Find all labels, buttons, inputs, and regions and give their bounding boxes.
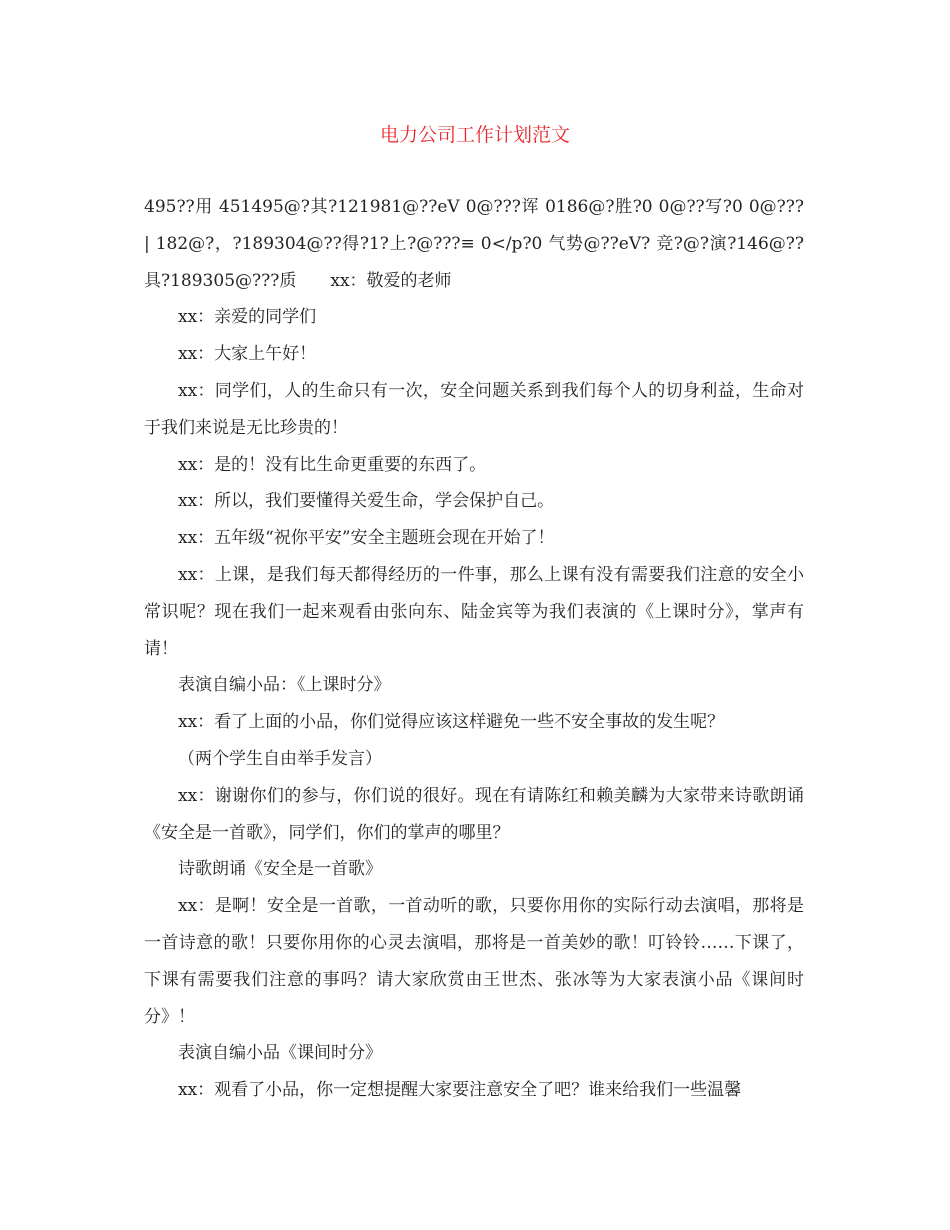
paragraph: （两个学生自由举手发言） — [178, 748, 382, 769]
paragraph: 表演自编小品：《上课时分》 — [178, 675, 391, 696]
paragraph: xx：同学们，人的生命只有一次，安全问题关系到我们每个人的切身利益，生命对于我们来说是无比珍贵的！ — [144, 380, 804, 438]
greeting-teacher: xx：敬爱的老师 — [330, 270, 452, 291]
document-body — [144, 189, 804, 1109]
paragraph: xx：大家上午好！ — [178, 344, 317, 365]
paragraph: xx：是的！没有比生命更重要的东西了。 — [178, 454, 487, 475]
paragraph: xx：所以，我们要懂得关爱生命，学会保护自己。 — [178, 491, 555, 512]
paragraph: xx：谢谢你们的参与，你们说的很好。现在有请陈红和赖美麟为大家带来诗歌朗诵《安全是一首歌》，同学们，你们的掌声的哪里？ — [144, 785, 804, 843]
garbled-intro-text: 495??用 451495@?其?121981@??eV 0@???诨 0186@?胜?0 0@??写?0 0@??? | 182@?，?189304@??得?1?上?@???≡ 0</p?0 气势@??eV? 竞?@?演?146@??具?189305@???质 — [144, 197, 804, 291]
paragraph: xx：亲爱的同学们 — [178, 307, 317, 328]
document-title: 电力公司工作计划范文 — [379, 124, 570, 146]
garbled-intro-paragraph — [144, 189, 804, 299]
paragraph: xx：是啊！安全是一首歌，一首动听的歌，只要你用你的实际行动去演唱，那将是一首诗意的歌！只要你用你的心灵去演唱，那将是一首美妙的歌！叮铃铃……下课了，下课有需要我们注意的事吗？请大家欣赏由王世杰、张冰等为大家表演小品《课间时分》！ — [144, 896, 804, 1027]
paragraph: xx：观看了小品，你一定想提醒大家要注意安全了吧？谁来给我们一些温馨 — [178, 1080, 742, 1101]
paragraph: xx：五年级“祝你平安”安全主题班会现在开始了！ — [178, 528, 555, 549]
paragraph: xx：看了上面的小品，你们觉得应该这样避免一些不安全事故的发生呢？ — [178, 712, 725, 733]
paragraph: 诗歌朗诵《安全是一首歌》 — [178, 859, 382, 880]
paragraph: xx：上课，是我们每天都得经历的一件事，那么上课有没有需要我们注意的安全小常识呢？现在我们一起来观看由张向东、陆金宾等为我们表演的《上课时分》，掌声有请！ — [144, 564, 804, 659]
paragraph: 表演自编小品《课间时分》 — [178, 1043, 382, 1064]
